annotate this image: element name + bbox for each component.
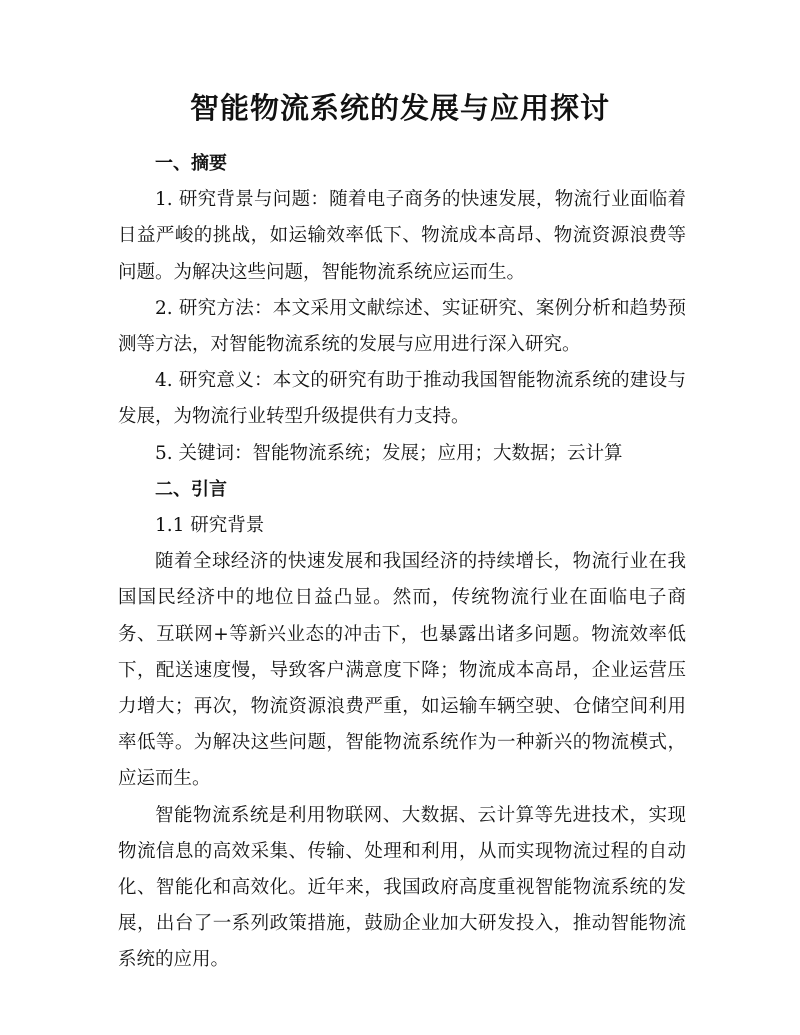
abstract-paragraph-keywords: 5. 关键词：智能物流系统；发展；应用；大数据；云计算 [155,442,623,464]
abstract-paragraph-methods: 2. 研究方法：本文采用文献综述、实证研究、案例分析和趋势预测等方法，对智能物流系统的发展与应用进行深入研究。 [118,297,686,356]
intro-paragraph-1: 随着全球经济的快速发展和我国经济的持续增长，物流行业在我国国民经济中的地位日益凸显。然而，传统物流行业在面临电子商务、互联网+等新兴业态的冲击下，也暴露出诸多问题。物流效率低下，配送速度慢，导致客户满意度下降；物流成本高昂，企业运营压力增大；再次，物流资源浪费严重，如运输车辆空驶、仓储空间利用率低等。为解决这些问题，智能物流系统作为一种新兴的物流模式，应运而生。 [118,551,686,790]
abstract-paragraph-significance: 4. 研究意义：本文的研究有助于推动我国智能物流系统的建设与发展，为物流行业转型升级提供有力支持。 [118,370,686,428]
intro-subheading: 1.1 研究背景 [155,515,265,537]
abstract-paragraph-background: 1. 研究背景与问题：随着电子商务的快速发展，物流行业面临着日益严峻的挑战，如运输效率低下、物流成本高昂、物流资源浪费等问题。为解决这些问题，智能物流系统应运而生。 [118,189,686,283]
document-body [118,146,686,979]
abstract-heading: 一、摘要 [155,153,227,174]
intro-paragraph-2: 智能物流系统是利用物联网、大数据、云计算等先进技术，实现物流信息的高效采集、传输、处理和利用，从而实现物流过程的自动化、智能化和高效化。近年来，我国政府高度重视智能物流系统的发展，出台了一系列政策措施，鼓励企业加大研发投入，推动智能物流系统的应用。 [118,804,686,971]
document-title: 智能物流系统的发展与应用探讨 [189,91,610,125]
intro-heading: 二、引言 [155,478,227,500]
